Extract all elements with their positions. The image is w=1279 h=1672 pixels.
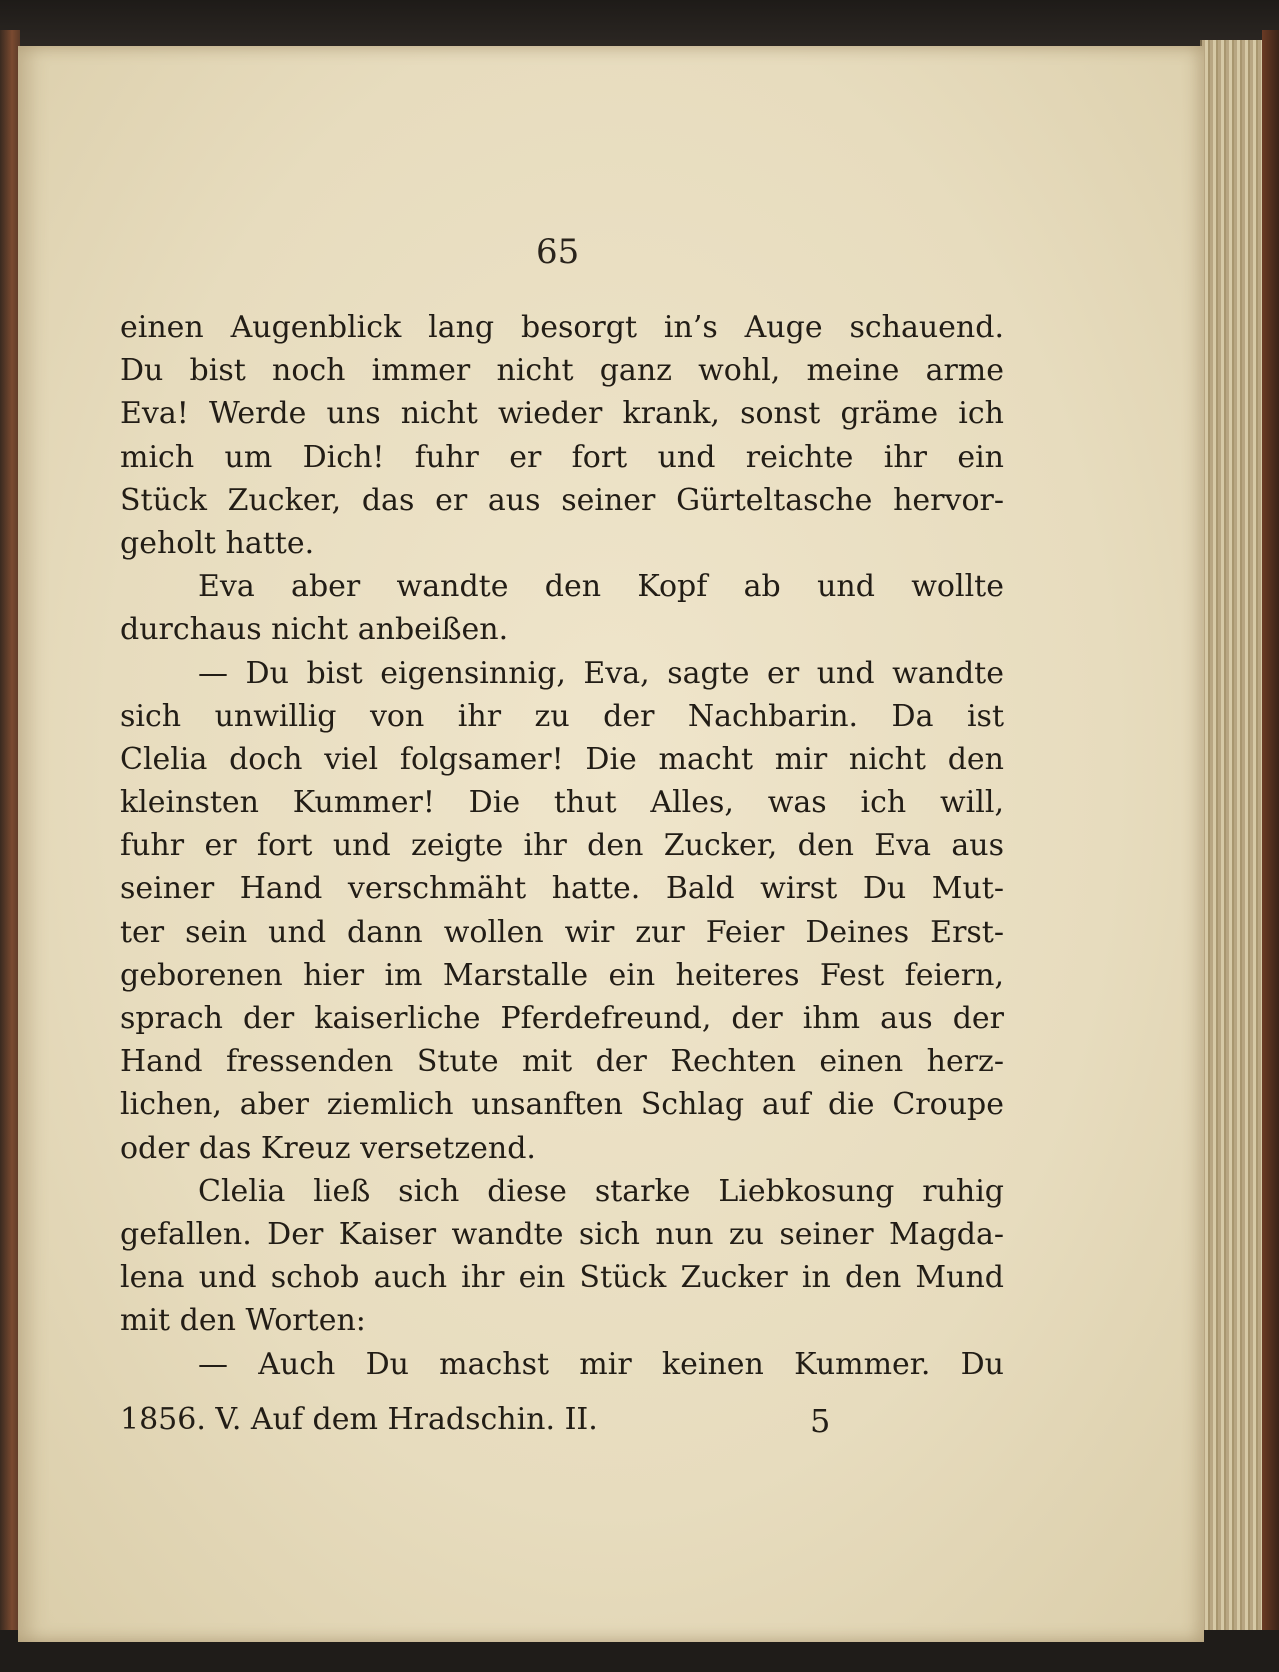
- text-line: seiner Hand verschmäht hatte. Bald wirst Du Mut-: [120, 871, 1004, 907]
- text-line: einen Augenblick lang besorgt in’s Auge schauend.: [120, 310, 1004, 345]
- text-line: Du bist noch immer nicht ganz wohl, meine arme: [120, 353, 1004, 389]
- text-line: oder das Kreuz versetzend.: [120, 1130, 536, 1166]
- text-line: durchaus nicht anbeißen.: [120, 612, 509, 648]
- text-line: Eva! Werde uns nicht wieder krank, sonst gräme ich: [120, 396, 1004, 432]
- text-line: mich um Dich! fuhr er fort und reichte ihr ein: [120, 439, 1004, 475]
- text-line: geholt hatte.: [120, 525, 315, 561]
- text-line: Stück Zucker, das er aus seiner Gürteltasche hervor-: [120, 482, 1004, 518]
- text-line: Clelia doch viel folgsamer! Die macht mir nicht den: [120, 741, 1004, 777]
- text-line: Hand fressenden Stute mit der Rechten einen herz-: [120, 1044, 1004, 1080]
- text-line: fuhr er fort und zeigte ihr den Zucker, den Eva aus: [120, 828, 1004, 864]
- text-line: sich unwillig von ihr zu der Nachbarin. Da ist: [120, 698, 1004, 734]
- text-line: — Du bist eigensinnig, Eva, sagte er und wandte: [198, 655, 1004, 691]
- signature-mark: 5: [810, 1402, 831, 1440]
- text-line: lichen, aber ziemlich unsanften Schlag auf die Croupe: [120, 1087, 1004, 1123]
- text-line: kleinsten Kummer! Die thut Alles, was ich will,: [120, 785, 1004, 821]
- book-cover-top: [0, 0, 1279, 52]
- book-spine-left: [0, 30, 20, 1642]
- book-cover-right: [1262, 30, 1279, 1650]
- text-line: lena und schob auch ihr ein Stück Zucker in den Mund: [120, 1260, 1004, 1296]
- body-text: [120, 306, 1004, 1386]
- text-line: sprach der kaiserliche Pferdefreund, der ihm aus der: [120, 1001, 1004, 1036]
- text-line: Eva aber wandte den Kopf ab und wollte: [198, 569, 1004, 605]
- text-line: ter sein und dann wollen wir zur Feier Deines Erst-: [120, 914, 1004, 950]
- page-footer: 1856. V. Auf dem Hradschin. II.: [120, 1402, 598, 1437]
- text-line: geborenen hier im Marstalle ein heiteres Fest feiern,: [120, 957, 1004, 993]
- text-line: Clelia ließ sich diese starke Liebkosung ruhig: [198, 1173, 1004, 1209]
- text-line: gefallen. Der Kaiser wandte sich nun zu seiner Magda-: [120, 1216, 1004, 1252]
- text-line: mit den Worten:: [120, 1303, 366, 1339]
- text-line: — Auch Du machst mir keinen Kummer. Du: [198, 1346, 1004, 1382]
- page-number: 65: [536, 232, 580, 272]
